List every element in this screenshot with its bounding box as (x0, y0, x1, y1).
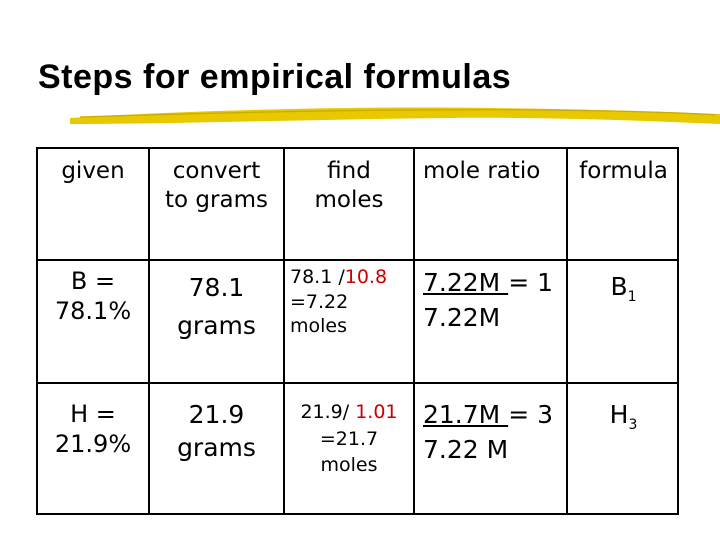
row1-moles-result: =7.22 (290, 290, 349, 313)
row2-ratio-numerator: 21.7M (423, 400, 509, 429)
row1-ratio-equals: = 1 (508, 268, 553, 297)
row2-formula (568, 399, 679, 435)
row2-moles-numerator: 21.9/ (300, 401, 356, 423)
row1-grams-unit: grams (177, 310, 256, 340)
row1-formula-symbol: B (610, 272, 628, 301)
header-formula-label: formula (579, 158, 668, 184)
header-find-moles (285, 157, 413, 215)
row1-given-line1: B = (70, 267, 116, 295)
header-mole-ratio (423, 157, 540, 186)
row1-ratio-numerator: 7.22M (423, 268, 509, 297)
row2-moles-divisor: 1.01 (355, 401, 398, 423)
row1-grams (150, 269, 283, 344)
row1-moles-divisor: 10.8 (344, 266, 388, 288)
row1-formula-subscript: 1 (627, 289, 637, 305)
row2-ratio-equals: = 3 (508, 400, 553, 429)
row2-moles-result: =21.7 (319, 427, 379, 450)
row2-formula-subscript: 3 (628, 417, 638, 433)
empirical-formula-table (36, 147, 679, 515)
header-convert-to-grams (150, 157, 283, 215)
row2-moles (285, 399, 413, 479)
row1-moles-unit: moles (290, 315, 347, 338)
title-underline-swoosh (70, 100, 720, 130)
row2-grams-value: 21.9 (188, 400, 245, 429)
row1-ratio-denominator: 7.22M (423, 303, 501, 332)
row2-moles-unit: moles (320, 454, 378, 477)
row1-moles (290, 265, 387, 339)
row2-given-line2: 21.9% (54, 430, 132, 458)
row2-given-line1: H = (70, 400, 116, 428)
header-find-line1: find (327, 158, 371, 184)
header-find-line2: moles (314, 186, 384, 213)
page-title: Steps for empirical formulas (38, 58, 512, 96)
row2-grams (150, 399, 283, 464)
row1-ratio (423, 265, 553, 335)
row1-grams-value: 78.1 (188, 273, 245, 302)
row2-formula-symbol: H (609, 400, 629, 429)
row2-grams-unit: grams (177, 432, 256, 462)
header-given (38, 157, 148, 186)
row1-formula (568, 271, 679, 307)
row1-given (38, 266, 148, 326)
header-formula (568, 157, 679, 186)
row2-ratio (423, 397, 553, 467)
row2-given (38, 399, 148, 459)
row2-ratio-denominator: 7.22 M (423, 435, 509, 464)
row1-given-line2: 78.1% (54, 297, 132, 325)
header-mole-ratio-label: mole ratio (423, 158, 541, 184)
row1-moles-numerator: 78.1 / (290, 266, 345, 288)
header-convert-line1: convert (172, 158, 261, 184)
header-given-label: given (61, 158, 125, 184)
header-convert-line2: to grams (165, 186, 268, 213)
